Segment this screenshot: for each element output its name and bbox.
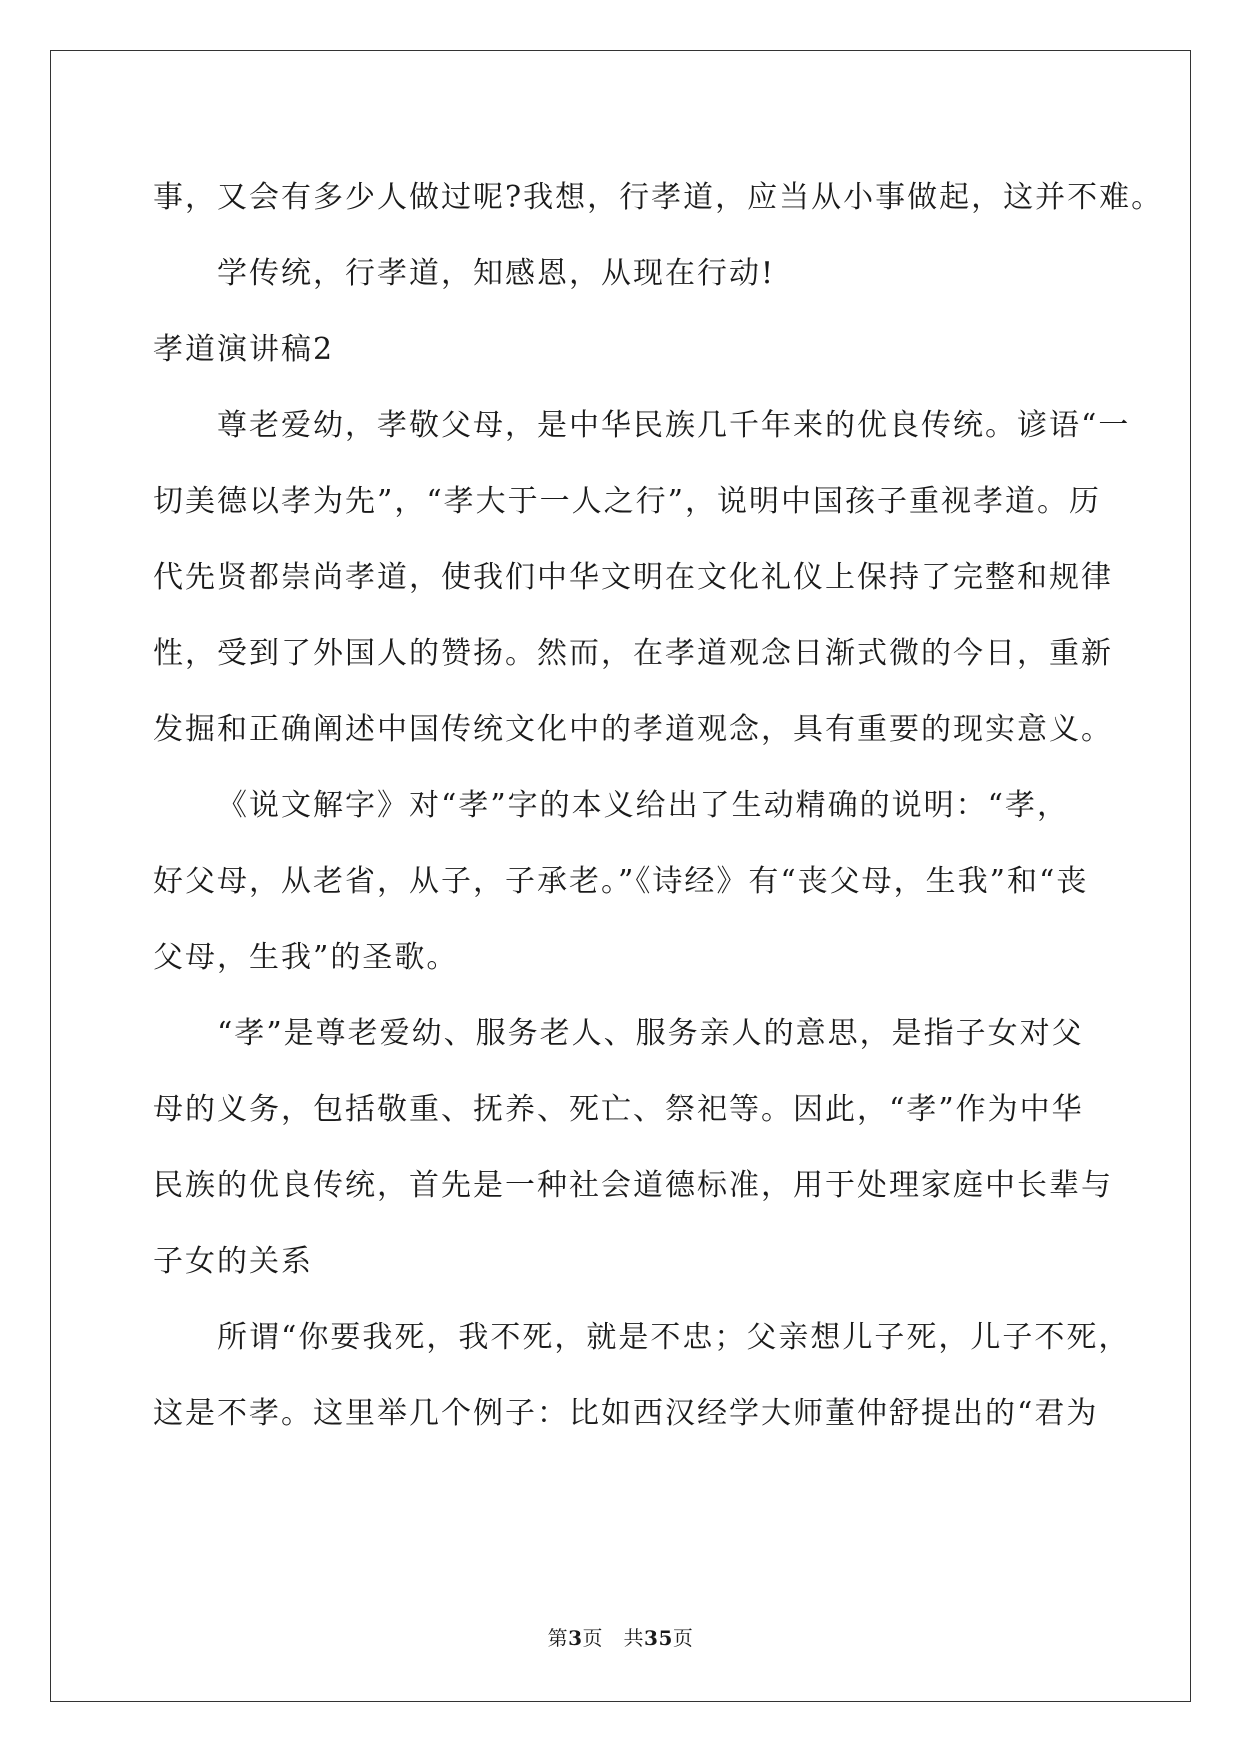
text-line: 尊老爱幼，孝敬父母，是中华民族几千年来的优良传统。谚语“一 xyxy=(217,408,1131,443)
text-line: 发掘和正确阐述中国传统文化中的孝道观念，具有重要的现实意义。 xyxy=(153,712,1113,747)
text-line: 民族的优良传统，首先是一种社会道德标准，用于处理家庭中长辈与 xyxy=(153,1168,1113,1203)
total-pages: 35 xyxy=(644,1626,673,1650)
footer-prefix: 第 xyxy=(547,1626,569,1650)
text-line: 事，又会有多少人做过呢?我想，行孝道，应当从小事做起，这并不难。 xyxy=(153,180,1164,215)
text-line: “孝”是尊老爱幼、服务老人、服务亲人的意思，是指子女对父 xyxy=(217,1016,1084,1051)
text-line: 母的义务，包括敬重、抚养、死亡、祭祀等。因此，“孝”作为中华 xyxy=(153,1092,1084,1127)
text-line: 《说文解字》对“孝”字的本义给出了生动精确的说明：“孝， xyxy=(217,788,1070,823)
footer-mid: 页 共 xyxy=(582,1626,645,1650)
text-line: 切美德以孝为先”，“孝大于一人之行”，说明中国孩子重视孝道。历 xyxy=(153,484,1102,519)
document-body xyxy=(153,160,1164,1452)
text-line: 好父母，从老省，从子，子承老。”《诗经》有“丧父母，生我”和“丧 xyxy=(153,864,1089,899)
text-line: 父母，生我”的圣歌。 xyxy=(153,940,459,975)
footer-suffix: 页 xyxy=(672,1626,694,1650)
text-line: 代先贤都崇尚孝道，使我们中华文明在文化礼仪上保持了完整和规律 xyxy=(153,560,1113,595)
page-footer xyxy=(0,1622,1241,1651)
page-number: 3 xyxy=(568,1626,583,1650)
text-line: 这是不孝。这里举几个例子：比如西汉经学大师董仲舒提出的“君为 xyxy=(153,1396,1099,1431)
text-line: 子女的关系 xyxy=(153,1244,313,1279)
text-line: 学传统，行孝道，知感恩，从现在行动! xyxy=(217,256,776,291)
text-line: 所谓“你要我死，我不死，就是不忠；父亲想儿子死，儿子不死， xyxy=(217,1320,1131,1355)
text-line: 性，受到了外国人的赞扬。然而，在孝道观念日渐式微的今日，重新 xyxy=(153,636,1113,671)
section-heading: 孝道演讲稿2 xyxy=(153,332,335,367)
